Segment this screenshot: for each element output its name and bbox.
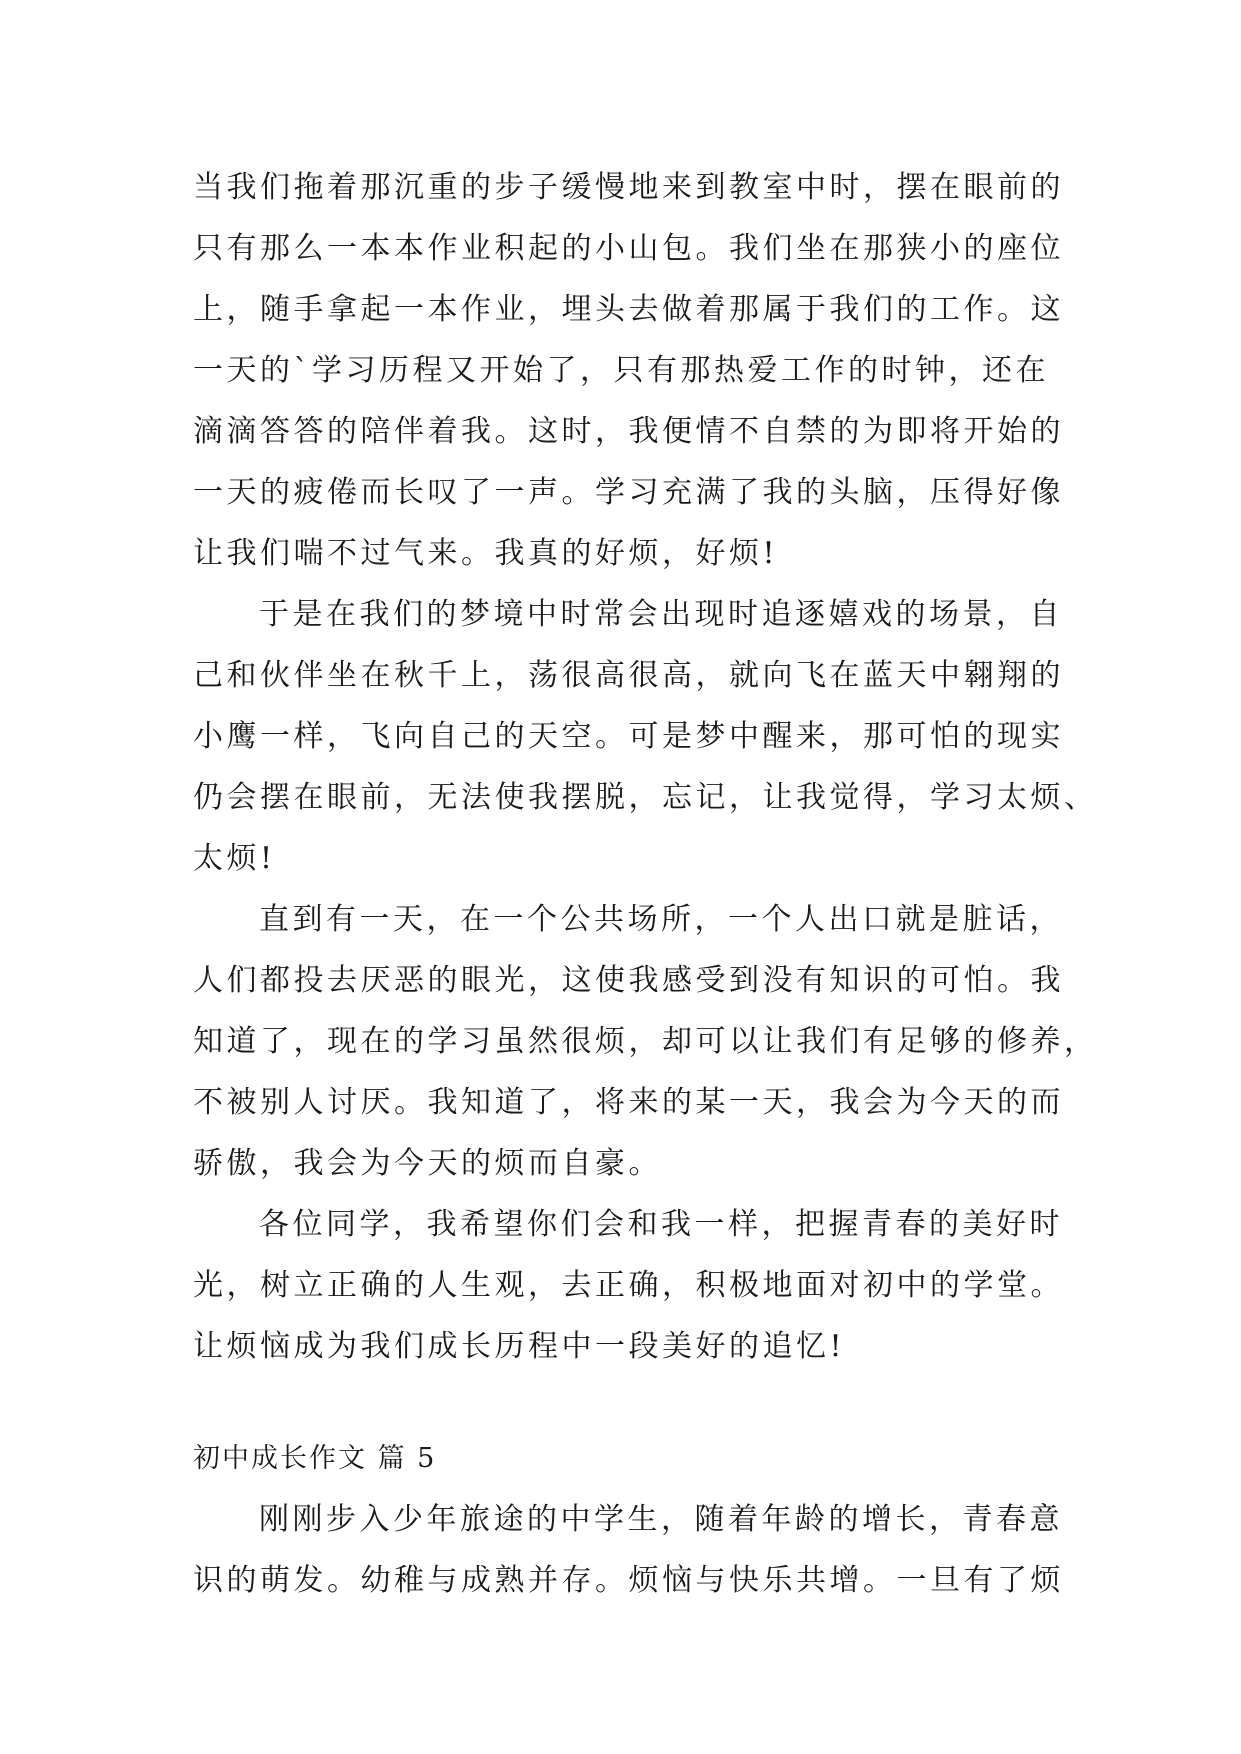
paragraph-2 — [193, 584, 1098, 889]
paragraph-1 — [193, 157, 1064, 584]
paragraph-line: 小鹰一样，飞向自己的天空。可是梦中醒来，那可怕的现实 — [193, 719, 1064, 754]
paragraph-line: 一天的`学习历程又开始了，只有那热爱工作的时钟，还在 — [193, 353, 1049, 388]
paragraph-line: 骄傲，我会为今天的烦而自豪。 — [193, 1146, 662, 1181]
paragraph-line: 直到有一天，在一个公共场所，一个人出口就是脏话， — [259, 902, 1063, 937]
paragraph-line: 知道了，现在的学习虽然很烦，却可以让我们有足够的修养， — [193, 1024, 1098, 1059]
paragraph-line: 太烦! — [193, 841, 276, 876]
paragraph-line: 光，树立正确的人生观，去正确，积极地面对初中的学堂。 — [193, 1268, 1064, 1303]
paragraph-line: 仍会摆在眼前，无法使我摆脱，忘记，让我觉得，学习太烦、 — [193, 780, 1098, 815]
paragraph-line: 识的萌发。幼稚与成熟并存。烦恼与快乐共增。一旦有了烦 — [193, 1563, 1064, 1598]
paragraph-4 — [193, 1194, 1064, 1377]
paragraph-line: 人们都投去厌恶的眼光，这使我感受到没有知识的可怕。我 — [193, 963, 1064, 998]
paragraph-line: 各位同学，我希望你们会和我一样，把握青春的美好时 — [259, 1207, 1063, 1242]
paragraph-line: 一天的疲倦而长叹了一声。学习充满了我的头脑，压得好像 — [193, 475, 1064, 510]
section-paragraph — [193, 1489, 1064, 1611]
paragraph-line: 滴滴答答的陪伴着我。这时，我便情不自禁的为即将开始的 — [193, 414, 1064, 449]
paragraph-line: 让我们喘不过气来。我真的好烦，好烦! — [193, 536, 779, 571]
paragraph-line: 上，随手拿起一本作业，埋头去做着那属于我们的工作。这 — [193, 292, 1064, 327]
paragraph-line: 刚刚步入少年旅途的中学生，随着年龄的增长，青春意 — [259, 1502, 1063, 1537]
paragraph-line: 于是在我们的梦境中时常会出现时追逐嬉戏的场景，自 — [259, 597, 1063, 632]
paragraph-3 — [193, 889, 1098, 1194]
section-title: 初中成长作文 篇 5 — [193, 1443, 437, 1474]
section-gap — [193, 1377, 1053, 1428]
paragraph-line: 己和伙伴坐在秋千上，荡很高很高，就向飞在蓝天中翱翔的 — [193, 658, 1064, 693]
paragraph-line: 只有那么一本本作业积起的小山包。我们坐在那狭小的座位 — [193, 231, 1064, 266]
document-page — [193, 157, 1098, 1611]
paragraph-line: 不被别人讨厌。我知道了，将来的某一天，我会为今天的而 — [193, 1085, 1064, 1120]
paragraph-line: 让烦恼成为我们成长历程中一段美好的追忆! — [193, 1329, 846, 1364]
paragraph-line: 当我们拖着那沉重的步子缓慢地来到教室中时，摆在眼前的 — [193, 170, 1064, 205]
